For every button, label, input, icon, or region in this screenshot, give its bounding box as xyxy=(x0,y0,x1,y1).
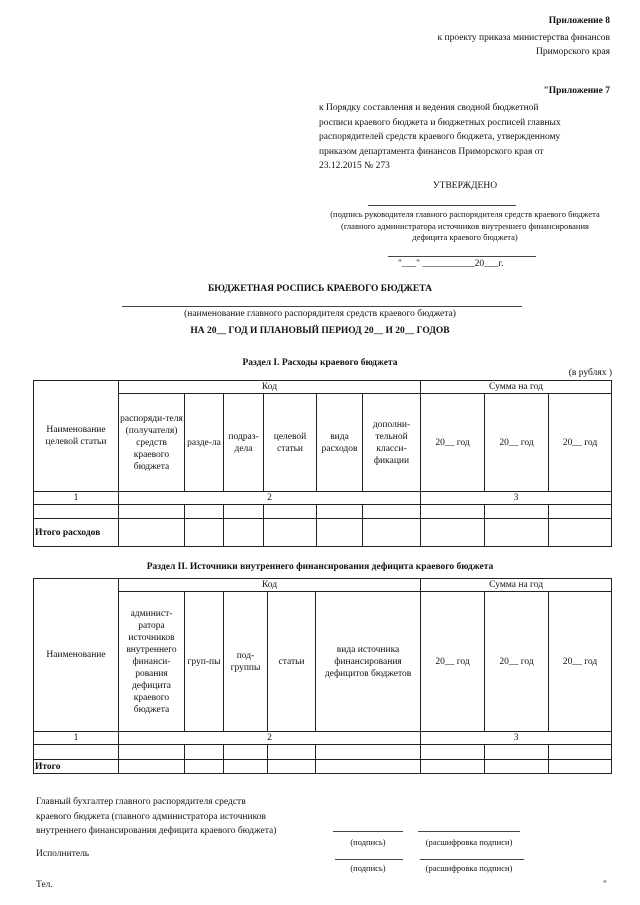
approved-sign3: дефицита краевого бюджета) xyxy=(412,232,518,242)
header-name: Наименование xyxy=(34,579,119,732)
col-extra: дополни-тельной класси-фикации xyxy=(363,394,421,492)
executor-label: Исполнитель xyxy=(36,849,90,859)
approved-date: "___" ___________20___г. xyxy=(398,259,504,269)
table-number-row xyxy=(34,732,612,745)
executor-decode-caption: (расшифровка подписи) xyxy=(425,863,513,873)
table-subheader-row xyxy=(34,394,612,492)
table-header-row xyxy=(34,381,612,394)
header-sum: Сумма на год xyxy=(421,381,612,394)
num-2: 2 xyxy=(119,732,421,745)
executor-signature-caption: (подпись) xyxy=(350,863,386,873)
section1-title: Раздел I. Расходы краевого бюджета xyxy=(242,358,398,368)
col-distributor: распоряди-теля (получателя) средств краевого бюджета xyxy=(119,394,185,492)
appendix7-line3: распорядителей средств краевого бюджета, утвержденному xyxy=(319,132,561,142)
col-year1: 20__ год xyxy=(421,592,485,732)
closing-quote: " xyxy=(603,880,607,890)
period-title: НА 20__ ГОД И ПЛАНОВЫЙ ПЕРИОД 20__ И 20__ ГОДОВ xyxy=(190,326,450,336)
header-name: Наименование целевой статьи xyxy=(34,381,119,492)
accountant-line3: внутреннего финансирования дефицита краевого бюджета) xyxy=(36,826,277,836)
col-type: вида расходов xyxy=(317,394,363,492)
name-line xyxy=(122,306,522,307)
col-year2: 20__ год xyxy=(485,394,549,492)
section2-title: Раздел II. Источники внутреннего финансирования дефицита краевого бюджета xyxy=(146,562,494,572)
col-year3: 20__ год xyxy=(549,592,612,732)
col-target: целевой статьи xyxy=(264,394,317,492)
units-label: (в рублях ) xyxy=(568,368,612,378)
col-group: груп-пы xyxy=(185,592,224,732)
appendix7-block xyxy=(319,101,619,174)
table-header-row xyxy=(34,579,612,592)
accountant-line1: Главный бухгалтер главного распорядителя средств xyxy=(36,797,246,807)
total-row xyxy=(34,519,612,547)
executor-decode-line xyxy=(420,859,524,860)
table-number-row xyxy=(34,492,612,505)
table-subheader-row xyxy=(34,592,612,732)
header-code: Код xyxy=(119,381,421,394)
col-subsection: подраз-дела xyxy=(224,394,264,492)
appendix8-line2: Приморского края xyxy=(535,47,610,57)
sources-table xyxy=(33,578,612,774)
tel-label: Тел. xyxy=(36,880,53,890)
col-section: разде-ла xyxy=(185,394,224,492)
col-article: статьи xyxy=(268,592,316,732)
col-source-type: вида источника финансирования дефицитов бюджетов xyxy=(316,592,421,732)
appendix8-title: Приложение 8 xyxy=(548,16,610,26)
name-caption: (наименование главного распорядителя средств краевого бюджета) xyxy=(184,309,456,319)
table-row xyxy=(34,505,612,519)
approved-label: УТВЕРЖДЕНО xyxy=(432,181,498,191)
col-admin: админист-ратора источников внутреннего финанси-рования дефицита краевого бюджета xyxy=(119,592,185,732)
approved-sign2: (главного администратора источников внутреннего финансирования xyxy=(341,220,589,231)
executor-sign-line xyxy=(335,859,403,860)
appendix8-line1: к проекту приказа министерства финансов xyxy=(437,33,610,43)
header-code: Код xyxy=(119,579,421,592)
accountant-signature-caption: (подпись) xyxy=(350,837,386,847)
accountant-block xyxy=(36,795,276,839)
appendix7-title: "Приложение 7 xyxy=(543,86,610,96)
appendix7-line4: приказом департамента финансов Приморского края от xyxy=(319,146,544,157)
col-year2: 20__ год xyxy=(485,592,549,732)
header-sum: Сумма на год xyxy=(421,579,612,592)
appendix7-line1: к Порядку составления и ведения сводной бюджетной xyxy=(319,103,539,113)
expenses-table xyxy=(33,380,612,547)
num-1: 1 xyxy=(34,732,119,745)
appendix7-line2: росписи краевого бюджета и бюджетных росписей главных xyxy=(319,117,561,128)
appendix7-line5: 23.12.2015 № 273 xyxy=(319,161,390,171)
total-label: Итого расходов xyxy=(34,519,119,547)
total-label: Итого xyxy=(34,760,119,774)
approved-sign1: (подпись руководителя главного распорядителя средств краевого бюджета xyxy=(330,209,600,219)
accountant-line2: краевого бюджета (главного администратора источников xyxy=(36,811,266,822)
num-1: 1 xyxy=(34,492,119,505)
accountant-decode-line xyxy=(418,831,520,832)
approved-caption xyxy=(300,209,630,244)
num-3: 3 xyxy=(421,492,612,505)
num-2: 2 xyxy=(119,492,421,505)
col-year3: 20__ год xyxy=(549,394,612,492)
col-subgroup: под-группы xyxy=(224,592,268,732)
doc-title: БЮДЖЕТНАЯ РОСПИСЬ КРАЕВОГО БЮДЖЕТА xyxy=(208,284,432,294)
total-row xyxy=(34,760,612,774)
accountant-sign-line xyxy=(333,831,403,832)
num-3: 3 xyxy=(421,732,612,745)
table-row xyxy=(34,745,612,760)
col-year1: 20__ год xyxy=(421,394,485,492)
date-top-line xyxy=(388,256,536,257)
signature-line xyxy=(368,205,516,206)
accountant-decode-caption: (расшифровка подписи) xyxy=(425,837,513,847)
